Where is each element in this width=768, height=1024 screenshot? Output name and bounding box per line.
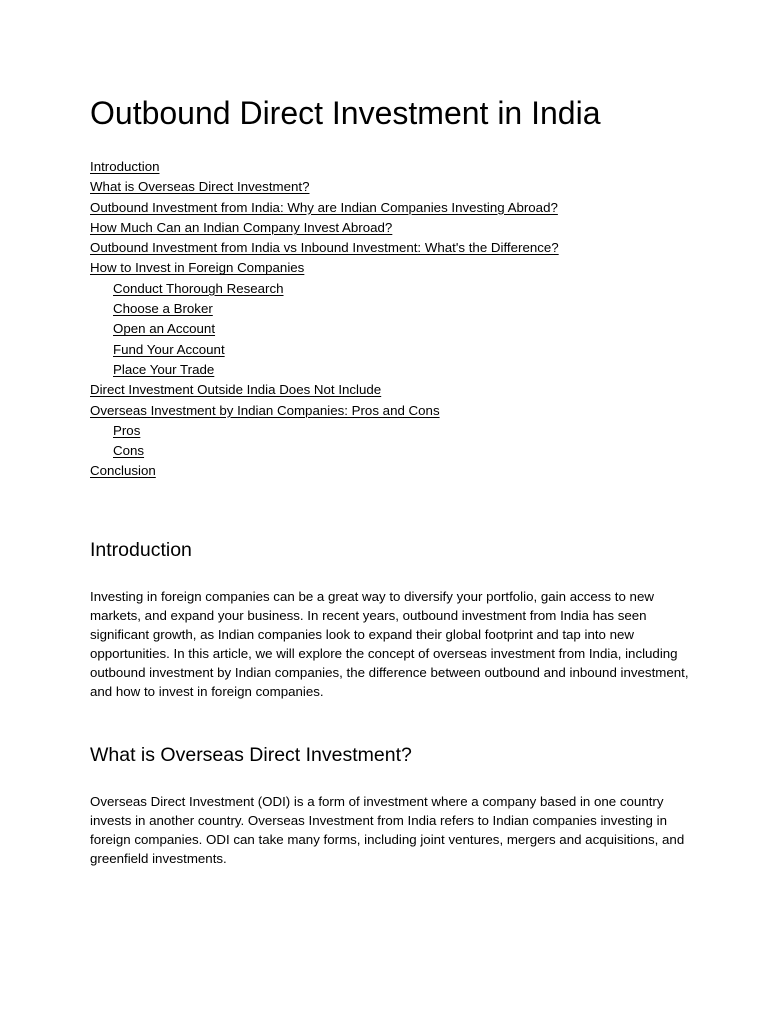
toc-item-how-much-invest (90, 218, 559, 238)
toc-item-why-investing-abroad (90, 198, 559, 218)
section-body-what-is-odi: Overseas Direct Investment (ODI) is a form of investment where a company based in one country invests in another country. Overseas Investment from India refers to Indian companies investing in foreign companies. ODI can take many forms, including joint ventures, mergers and acquisitions, and greenfield investments. (90, 794, 685, 866)
toc-item-introduction (90, 157, 559, 177)
section-heading-what-is-odi: What is Overseas Direct Investment? (90, 744, 412, 766)
toc-link-fund-account[interactable]: Fund Your Account (113, 341, 225, 357)
toc-link-what-is-odi[interactable]: What is Overseas Direct Investment? (90, 179, 310, 195)
toc-link-conclusion[interactable]: Conclusion (90, 463, 156, 479)
toc-link-how-much-invest[interactable]: How Much Can an Indian Company Invest Abroad? (90, 219, 393, 235)
toc-item-outbound-vs-inbound (90, 238, 559, 258)
toc-item-fund-account (90, 340, 559, 360)
toc-item-conclusion (90, 461, 559, 481)
toc-link-pros-and-cons[interactable]: Overseas Investment by Indian Companies: Pros and Cons (90, 402, 440, 418)
toc-link-outbound-vs-inbound[interactable]: Outbound Investment from India vs Inbound Investment: What's the Difference? (90, 240, 559, 256)
toc-link-research[interactable]: Conduct Thorough Research (113, 280, 284, 296)
toc-item-cons (90, 441, 559, 461)
toc-link-introduction[interactable]: Introduction (90, 159, 160, 174)
toc-link-how-to-invest[interactable]: How to Invest in Foreign Companies (90, 260, 305, 276)
section-heading-introduction: Introduction (90, 539, 192, 561)
toc-item-what-is-odi (90, 177, 559, 197)
toc-link-why-investing-abroad[interactable]: Outbound Investment from India: Why are Indian Companies Investing Abroad? (90, 199, 558, 215)
page-title: Outbound Direct Investment in India (90, 95, 601, 131)
toc-link-broker[interactable]: Choose a Broker (113, 301, 213, 317)
section-body-introduction: Investing in foreign companies can be a great way to diversify your portfolio, gain access to new markets, and expand your business. In recent years, outbound investment from India has seen significant growth, as Indian companies look to expand their global footprint and tap into new opportunities. In this article, we will explore the concept of overseas investment from India, including outbound investment by Indian companies, the difference between outbound and inbound investment, and how to invest in foreign companies. (90, 589, 689, 699)
toc-item-pros (90, 421, 559, 441)
toc-item-research (90, 279, 559, 299)
toc-item-pros-and-cons (90, 401, 559, 421)
table-of-contents (90, 157, 559, 482)
toc-item-place-trade (90, 360, 559, 380)
toc-item-how-to-invest (90, 258, 559, 278)
toc-item-open-account (90, 319, 559, 339)
toc-link-open-account[interactable]: Open an Account (113, 321, 216, 337)
toc-item-does-not-include (90, 380, 559, 400)
toc-link-cons[interactable]: Cons (113, 443, 145, 459)
toc-link-pros[interactable]: Pros (113, 422, 141, 438)
toc-item-broker (90, 299, 559, 319)
toc-link-place-trade[interactable]: Place Your Trade (113, 361, 215, 377)
toc-link-does-not-include[interactable]: Direct Investment Outside India Does Not Include (90, 382, 382, 398)
